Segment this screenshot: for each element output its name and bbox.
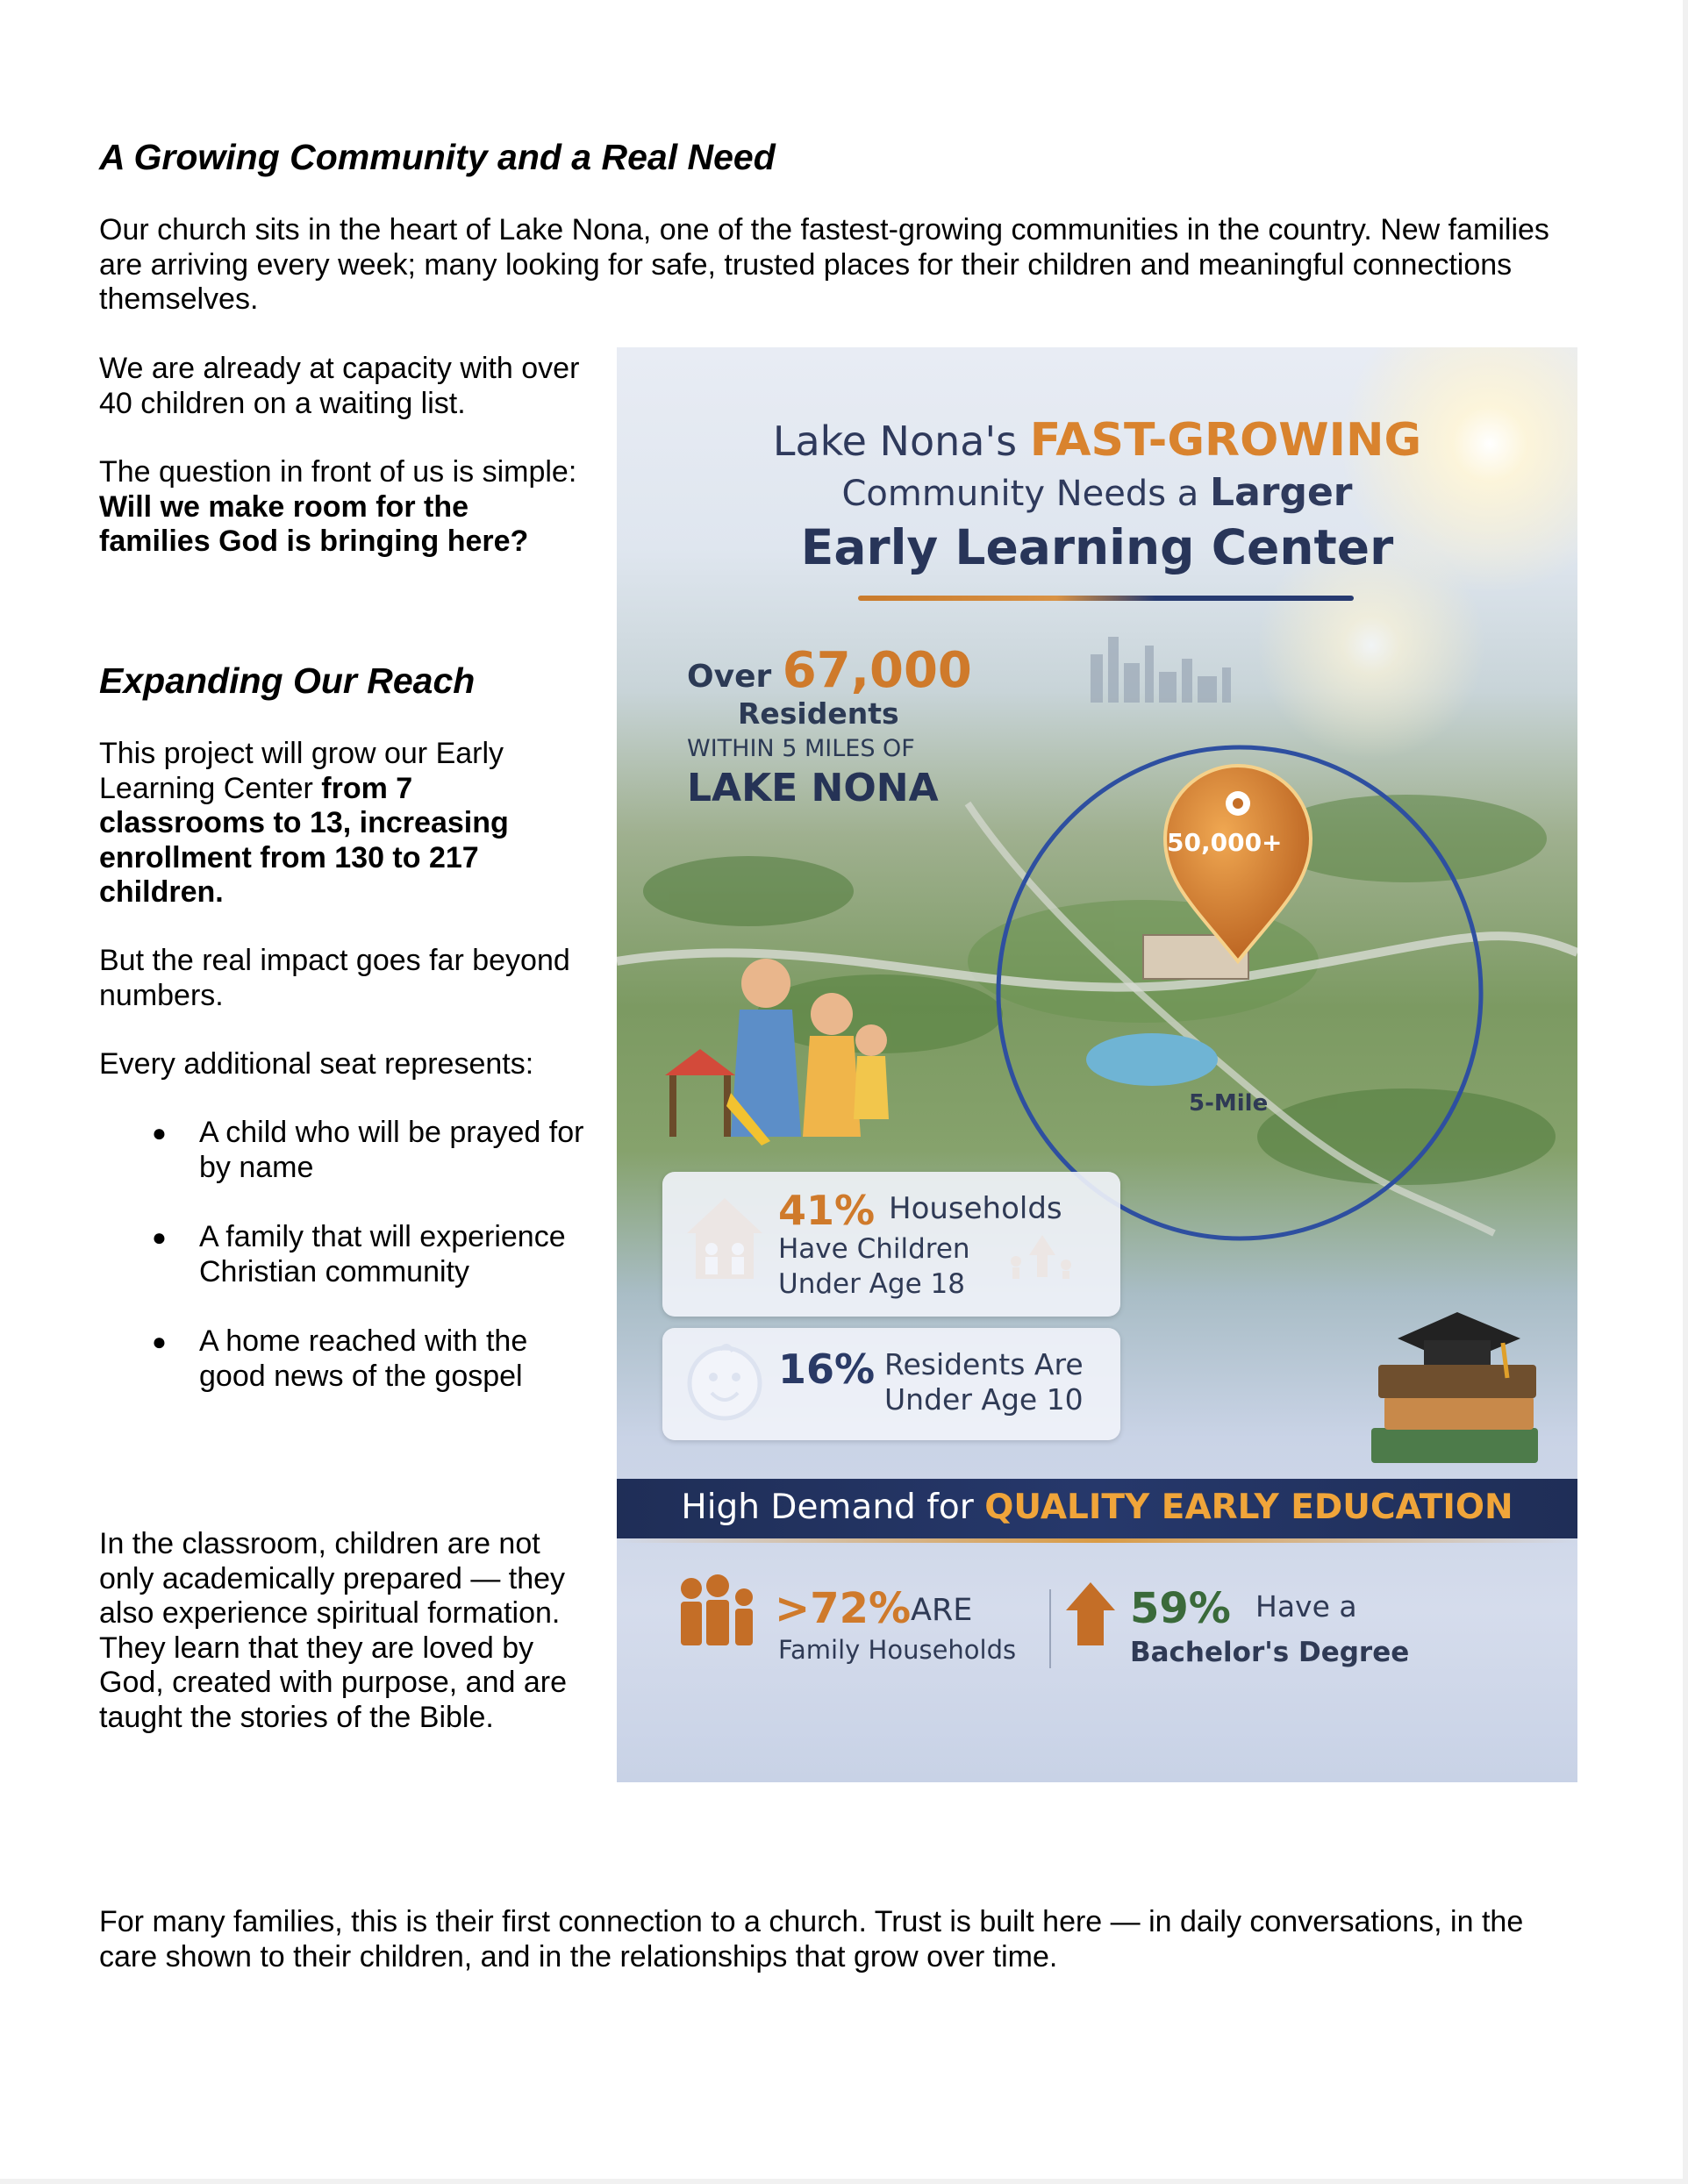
project-line-plain: Learning Center	[99, 771, 322, 805]
demand-banner-text	[617, 1488, 1577, 1527]
project-line	[99, 772, 608, 807]
bullet-text: Christian community	[199, 1254, 469, 1288]
seat-line: Every additional seat represents:	[99, 1047, 534, 1081]
stat-divider	[1049, 1589, 1051, 1668]
banner-text: High Demand for	[681, 1488, 985, 1527]
impact-line: But the real impact goes far beyond	[99, 944, 570, 977]
title-text: Community Needs a	[841, 474, 1211, 514]
up-arrow-icon	[1066, 1582, 1115, 1645]
lake-icon	[1086, 1033, 1218, 1086]
bullet-text: A family that will experience	[199, 1220, 566, 1253]
intro-line: Our church sits in the heart of Lake Nona, one of the fastest-growing communities in the country. New families	[99, 213, 1549, 246]
classroom-line: In the classroom, children are not	[99, 1527, 540, 1560]
stat4-label: Have a	[1255, 1589, 1357, 1624]
classroom-line: also experience spiritual formation.	[99, 1596, 561, 1630]
place-label: LAKE NONA	[687, 766, 939, 810]
over-text: Over	[687, 659, 783, 695]
stat1-value: 41%	[778, 1187, 876, 1234]
stat2-value: 16%	[778, 1345, 876, 1393]
project-bold-line: classrooms to 13, increasing	[99, 806, 509, 839]
stat4-label: Bachelor's Degree	[1130, 1637, 1410, 1668]
infographic-title-line2	[617, 470, 1577, 515]
stat3-label: ARE	[911, 1593, 973, 1628]
classroom-paragraph	[99, 1527, 608, 1735]
residents-count: 67,000	[782, 642, 972, 699]
bullet-text: by name	[199, 1150, 314, 1184]
bullet-list	[99, 1116, 626, 1429]
bullet-text: A child who will be prayed for	[199, 1116, 584, 1149]
banner-accent: QUALITY EARLY EDUCATION	[984, 1488, 1513, 1527]
bullet-item	[99, 1116, 626, 1185]
bullet-dot: ●	[152, 1119, 167, 1146]
infographic-image	[617, 347, 1577, 1782]
project-line-bold: from 7	[321, 771, 413, 805]
title-divider	[858, 596, 1354, 601]
project-paragraph	[99, 737, 608, 910]
banner-accent-line	[617, 1538, 1577, 1543]
project-line: This project will grow our Early	[99, 737, 504, 770]
classroom-line: They learn that they are loved by	[99, 1631, 534, 1665]
residents-count-line	[687, 642, 972, 699]
intro-line: themselves.	[99, 282, 259, 316]
infographic-title-line3: Early Learning Center	[800, 519, 1394, 575]
within-label: WITHIN 5 MILES OF	[687, 735, 915, 762]
bullet-item	[99, 1220, 626, 1289]
closing-line: care shown to their children, and in the relationships that grow over time.	[99, 1939, 1058, 1973]
stat1-label: Households	[889, 1191, 1062, 1226]
question-line: The question in front of us is simple:	[99, 455, 577, 489]
residents-label: Residents	[738, 696, 899, 731]
capacity-line: We are already at capacity with over	[99, 352, 580, 385]
skyline-icon	[1091, 637, 1231, 703]
stat1-label: Under Age 18	[778, 1268, 965, 1300]
stat3-label: Family Households	[778, 1635, 1017, 1665]
title-accent: FAST-GROWING	[1029, 414, 1422, 467]
bullet-dot: ●	[152, 1224, 167, 1251]
stat1-label: Have Children	[778, 1233, 970, 1265]
classroom-line: God, created with purpose, and are	[99, 1666, 567, 1699]
title-text: Lake Nona's	[772, 418, 1030, 465]
closing-line: For many families, this is their first connection to a church. Trust is built here — in daily conversations, in the	[99, 1905, 1524, 1938]
impact-line: numbers.	[99, 978, 224, 1012]
bullet-dot: ●	[152, 1328, 167, 1355]
closing-paragraph	[99, 1905, 1608, 1974]
bullet-text: A home reached with the	[199, 1324, 528, 1358]
question-bold-line: families God is bringing here?	[99, 525, 529, 558]
intro-paragraph	[99, 213, 1591, 318]
classroom-line: taught the stories of the Bible.	[99, 1700, 494, 1734]
stat3-value: >72%	[775, 1584, 912, 1633]
radius-label: 5-Mile	[1189, 1090, 1269, 1117]
question-paragraph	[99, 455, 608, 560]
books-graduation-cap-icon	[1371, 1312, 1538, 1463]
pin-value: 50,000+	[1167, 828, 1283, 857]
family-households-icon	[681, 1574, 753, 1645]
stat2-label: Residents Are	[884, 1347, 1084, 1381]
intro-line: are arriving every week; many looking for safe, trusted places for their children and meaningful connections	[99, 247, 1513, 282]
stat4-value: 59%	[1130, 1584, 1231, 1633]
capacity-line: 40 children on a waiting list.	[99, 386, 466, 420]
classroom-line: only academically prepared — they	[99, 1561, 566, 1595]
seat-paragraph	[99, 1047, 608, 1082]
capacity-paragraph	[99, 352, 608, 421]
section-heading-growing-community: A Growing Community and a Real Need	[99, 137, 776, 177]
question-bold-line: Will we make room for the	[99, 489, 468, 524]
stat2-label: Under Age 10	[884, 1382, 1084, 1417]
infographic-title-line1	[617, 414, 1577, 467]
title-bold: Larger	[1210, 470, 1353, 515]
project-bold-line: children.	[99, 875, 224, 909]
section-heading-expanding-reach: Expanding Our Reach	[99, 660, 476, 701]
impact-paragraph	[99, 944, 608, 1013]
project-bold-line: enrollment from 130 to 217	[99, 840, 479, 874]
bullet-text: good news of the gospel	[199, 1359, 523, 1393]
bullet-item	[99, 1324, 626, 1394]
